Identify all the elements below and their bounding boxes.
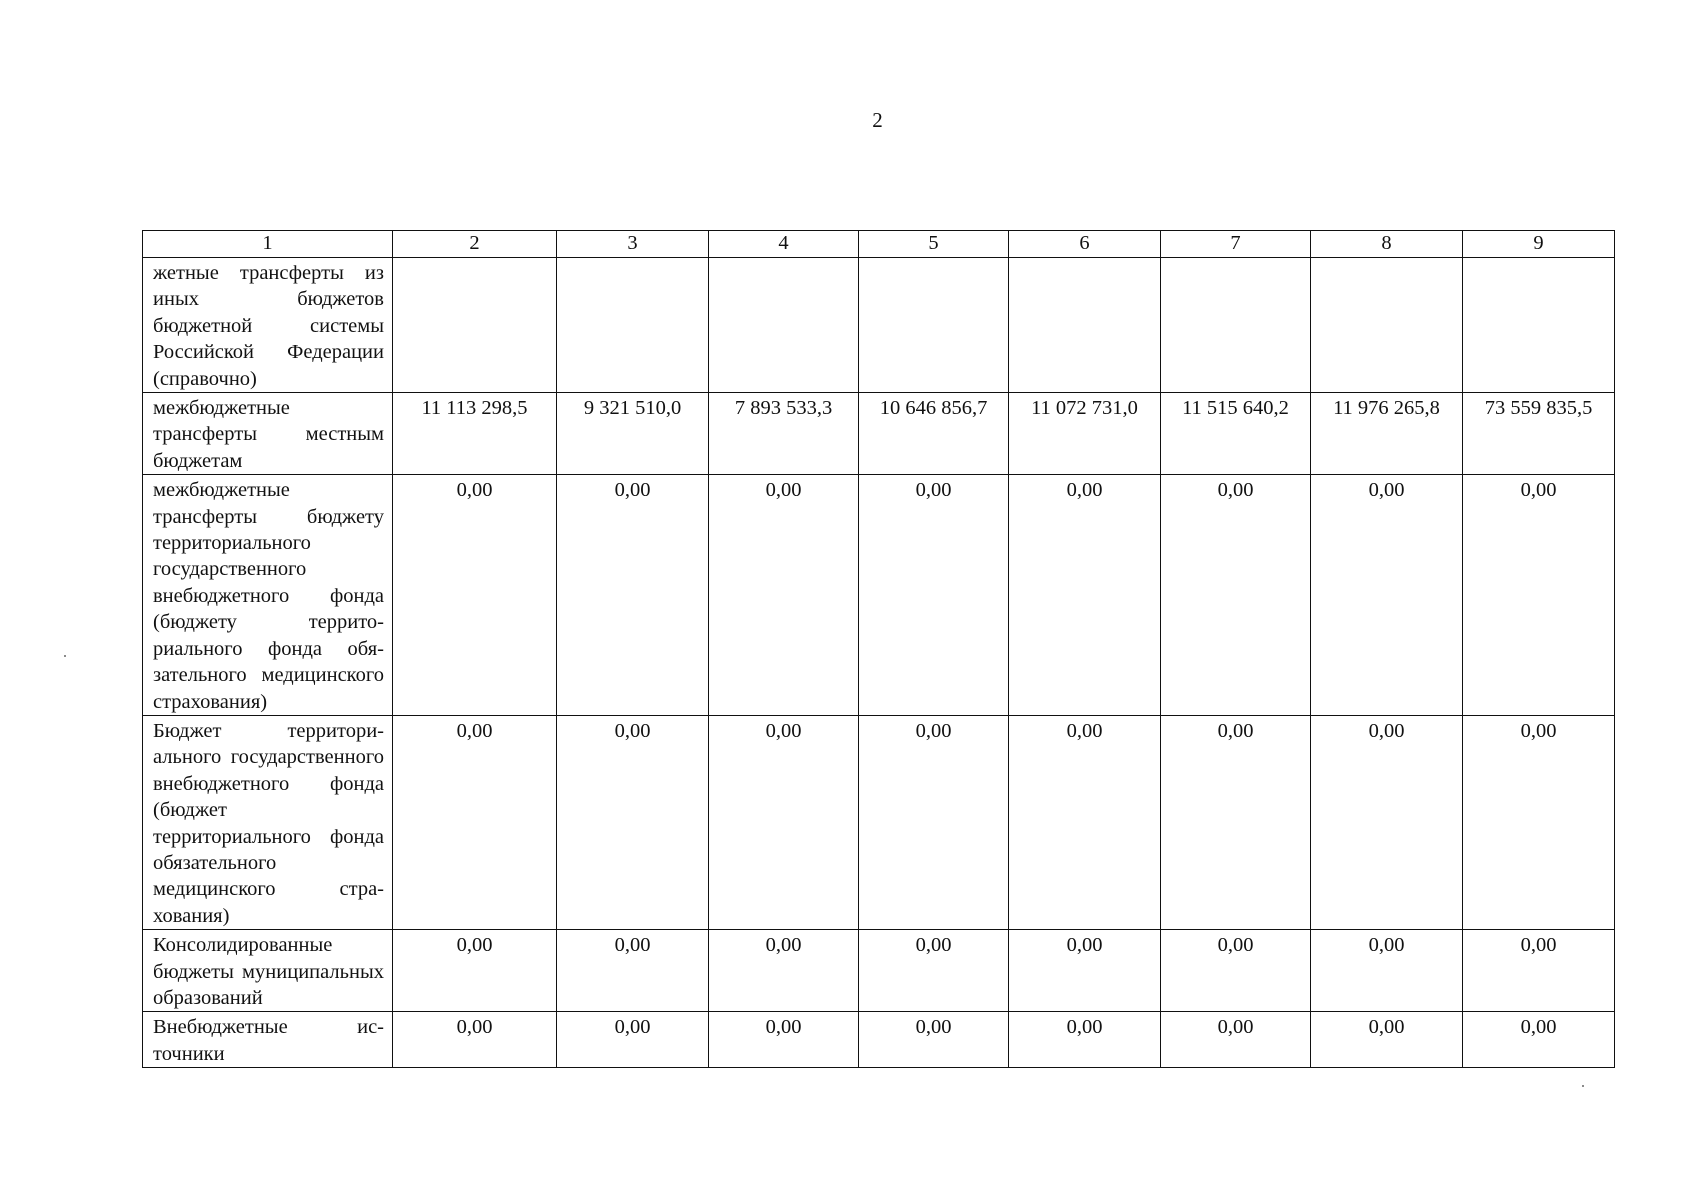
- cell-value: 0,00: [1463, 475, 1615, 716]
- cell-value: 0,00: [1009, 715, 1161, 929]
- table-body: [143, 258, 1615, 1068]
- column-header-2: 2: [393, 231, 557, 258]
- cell-value: 11 113 298,5: [393, 393, 557, 475]
- cell-value: 0,00: [1009, 1012, 1161, 1068]
- cell-value: 0,00: [557, 930, 709, 1012]
- cell-value: 0,00: [1311, 475, 1463, 716]
- column-header-5: 5: [859, 231, 1009, 258]
- table-row: [143, 475, 1615, 716]
- column-header-4: 4: [709, 231, 859, 258]
- cell-value: 11 072 731,0: [1009, 393, 1161, 475]
- cell-value: 0,00: [1311, 715, 1463, 929]
- row-label: межбюджетные трансферты бюджету территориального государственного внебюджетного фонда (бюджету территориального фонда обязательного медицинского страхования): [143, 475, 393, 716]
- cell-value: 0,00: [393, 930, 557, 1012]
- cell-value: 0,00: [709, 1012, 859, 1068]
- table-row: [143, 930, 1615, 1012]
- row-label: межбюджетные трансферты местным бюджетам: [143, 393, 393, 475]
- cell-value: 0,00: [1009, 930, 1161, 1012]
- table-header: [143, 231, 1615, 258]
- column-header-7: 7: [1161, 231, 1311, 258]
- cell-value: [709, 258, 859, 393]
- header-row: [143, 231, 1615, 258]
- page-number: 2: [872, 108, 883, 132]
- cell-value: [859, 258, 1009, 393]
- column-header-9: 9: [1463, 231, 1615, 258]
- cell-value: 10 646 856,7: [859, 393, 1009, 475]
- scan-speck: [64, 655, 66, 657]
- row-label: Внебюджетные источники: [143, 1012, 393, 1068]
- table-row: [143, 258, 1615, 393]
- row-label: Консолидированные бюджеты муниципальных образований: [143, 930, 393, 1012]
- cell-value: 0,00: [557, 715, 709, 929]
- scan-speck: [1582, 1085, 1584, 1087]
- cell-value: [1009, 258, 1161, 393]
- cell-value: 0,00: [859, 715, 1009, 929]
- table-row: [143, 393, 1615, 475]
- column-header-3: 3: [557, 231, 709, 258]
- column-header-1: 1: [143, 231, 393, 258]
- cell-value: [393, 258, 557, 393]
- table-row: [143, 715, 1615, 929]
- cell-value: 0,00: [1161, 1012, 1311, 1068]
- row-label: жетные трансферты из иных бюджетов бюджетной системы Российской Федерации (справочно): [143, 258, 393, 393]
- cell-value: 0,00: [1311, 1012, 1463, 1068]
- cell-value: 11 976 265,8: [1311, 393, 1463, 475]
- cell-value: 0,00: [859, 930, 1009, 1012]
- table-row: [143, 1012, 1615, 1068]
- cell-value: 0,00: [557, 475, 709, 716]
- cell-value: 7 893 533,3: [709, 393, 859, 475]
- column-header-8: 8: [1311, 231, 1463, 258]
- cell-value: [1311, 258, 1463, 393]
- cell-value: 9 321 510,0: [557, 393, 709, 475]
- cell-value: [557, 258, 709, 393]
- cell-value: 0,00: [1161, 930, 1311, 1012]
- cell-value: 0,00: [1311, 930, 1463, 1012]
- cell-value: 0,00: [859, 1012, 1009, 1068]
- cell-value: 11 515 640,2: [1161, 393, 1311, 475]
- cell-value: 0,00: [859, 475, 1009, 716]
- cell-value: [1463, 258, 1615, 393]
- cell-value: 0,00: [1161, 475, 1311, 716]
- cell-value: 0,00: [393, 715, 557, 929]
- cell-value: 0,00: [1463, 715, 1615, 929]
- cell-value: 0,00: [1009, 475, 1161, 716]
- cell-value: 0,00: [1463, 930, 1615, 1012]
- cell-value: 0,00: [393, 475, 557, 716]
- cell-value: 0,00: [709, 475, 859, 716]
- column-header-6: 6: [1009, 231, 1161, 258]
- cell-value: 0,00: [709, 715, 859, 929]
- cell-value: 0,00: [393, 1012, 557, 1068]
- cell-value: 0,00: [709, 930, 859, 1012]
- cell-value: [1161, 258, 1311, 393]
- row-label: Бюджет территориального государственного внебюджетного фонда (бюджет территориального фонда обязательного медицинского страхования): [143, 715, 393, 929]
- cell-value: 73 559 835,5: [1463, 393, 1615, 475]
- budget-table: [142, 230, 1615, 1068]
- cell-value: 0,00: [1463, 1012, 1615, 1068]
- cell-value: 0,00: [557, 1012, 709, 1068]
- cell-value: 0,00: [1161, 715, 1311, 929]
